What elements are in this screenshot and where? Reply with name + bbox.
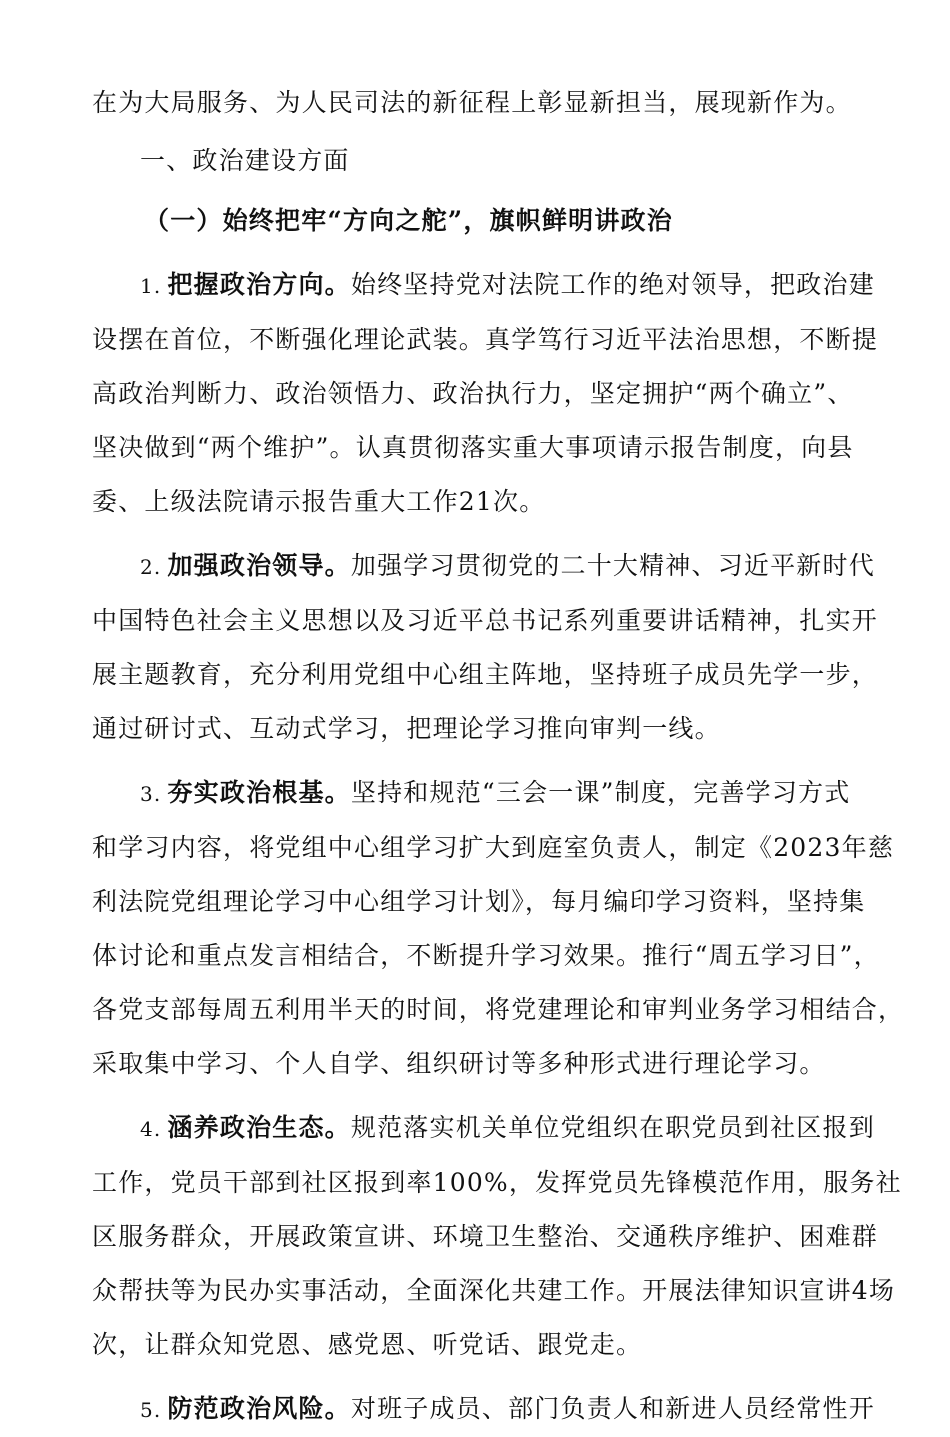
item-number: 2. <box>140 555 162 579</box>
line-text: 设摆在首位，不断强化理论武装。真学笃行习近平法治思想，不断提 <box>92 325 879 354</box>
line-text: 各党支部每周五利用半天的时间，将党建理论和审判业务学习相结合， <box>92 995 905 1024</box>
line-text: 体讨论和重点发言相结合，不断提升学习效果。推行“周五学习日”， <box>92 941 880 970</box>
paragraph-first-line <box>92 1382 875 1437</box>
paragraph-first-line <box>92 258 875 313</box>
line-text: 中国特色社会主义思想以及习近平总书记系列重要讲话精神，扎实开 <box>92 606 879 635</box>
paragraph-item-3 <box>92 766 905 1091</box>
paragraph-first-line <box>92 539 875 594</box>
line-text: 高政治判断力、政治领悟力、政治执行力，坚定拥护“两个确立”、 <box>92 379 854 408</box>
line-text: 众帮扶等为民办实事活动，全面深化共建工作。开展法律知识宣讲4场 <box>92 1276 896 1305</box>
line-text: 规范落实机关单位党组织在职党员到社区报到 <box>350 1113 875 1142</box>
opening-line: 在为大局服务、为人民司法的新征程上彰显新担当，展现新作为。 <box>92 88 852 117</box>
line-text: 和学习内容，将党组中心组学习扩大到庭室负责人，制定《2023年慈 <box>92 833 895 862</box>
line-text: 坚持和规范“三会一课”制度，完善学习方式 <box>350 778 851 807</box>
paragraph-item-5 <box>92 1382 875 1437</box>
line-text: 委、上级法院请示报告重大工作21次。 <box>92 487 546 516</box>
item-number: 4. <box>140 1117 162 1141</box>
subsection-heading: （一）始终把牢“方向之舵”，旗帜鲜明讲政治 <box>144 206 673 235</box>
line-text: 加强学习贯彻党的二十大精神、习近平新时代 <box>350 551 875 580</box>
item-lead: 涵养政治生态。 <box>167 1113 351 1142</box>
item-lead: 夯实政治根基。 <box>167 778 351 807</box>
paragraph-item-2 <box>92 539 879 756</box>
line-text: 坚决做到“两个维护”。认真贯彻落实重大事项请示报告制度，向县 <box>92 433 854 462</box>
paragraph-item-1 <box>92 258 879 529</box>
line-text: 利法院党组理论学习中心组学习计划》，每月编印学习资料，坚持集 <box>92 887 866 916</box>
item-number: 3. <box>140 782 162 806</box>
document-page <box>92 76 905 1437</box>
item-number: 1. <box>140 274 162 298</box>
paragraph-first-line <box>92 1101 875 1156</box>
line-text: 始终坚持党对法院工作的绝对领导，把政治建 <box>350 270 875 299</box>
line-text: 采取集中学习、个人自学、组织研讨等多种形式进行理论学习。 <box>92 1049 826 1078</box>
line-text: 对班子成员、部门负责人和新进人员经常性开 <box>350 1394 875 1423</box>
section-heading: 一、政治建设方面 <box>140 146 350 175</box>
item-lead: 防范政治风险。 <box>167 1394 351 1423</box>
paragraph-item-4 <box>92 1101 902 1372</box>
line-text: 区服务群众，开展政策宣讲、环境卫生整治、交通秩序维护、困难群 <box>92 1222 879 1251</box>
line-text: 次，让群众知党恩、感党恩、听党话、跟党走。 <box>92 1330 643 1359</box>
item-lead: 把握政治方向。 <box>167 270 351 299</box>
line-text: 工作，党员干部到社区报到率100%，发挥党员先锋模范作用，服务社 <box>92 1168 902 1197</box>
line-text: 通过研讨式、互动式学习，把理论学习推向审判一线。 <box>92 714 721 743</box>
item-number: 5. <box>140 1398 162 1422</box>
item-lead: 加强政治领导。 <box>167 551 351 580</box>
line-text: 展主题教育，充分利用党组中心组主阵地，坚持班子成员先学一步， <box>92 660 879 689</box>
paragraph-first-line <box>92 766 870 821</box>
